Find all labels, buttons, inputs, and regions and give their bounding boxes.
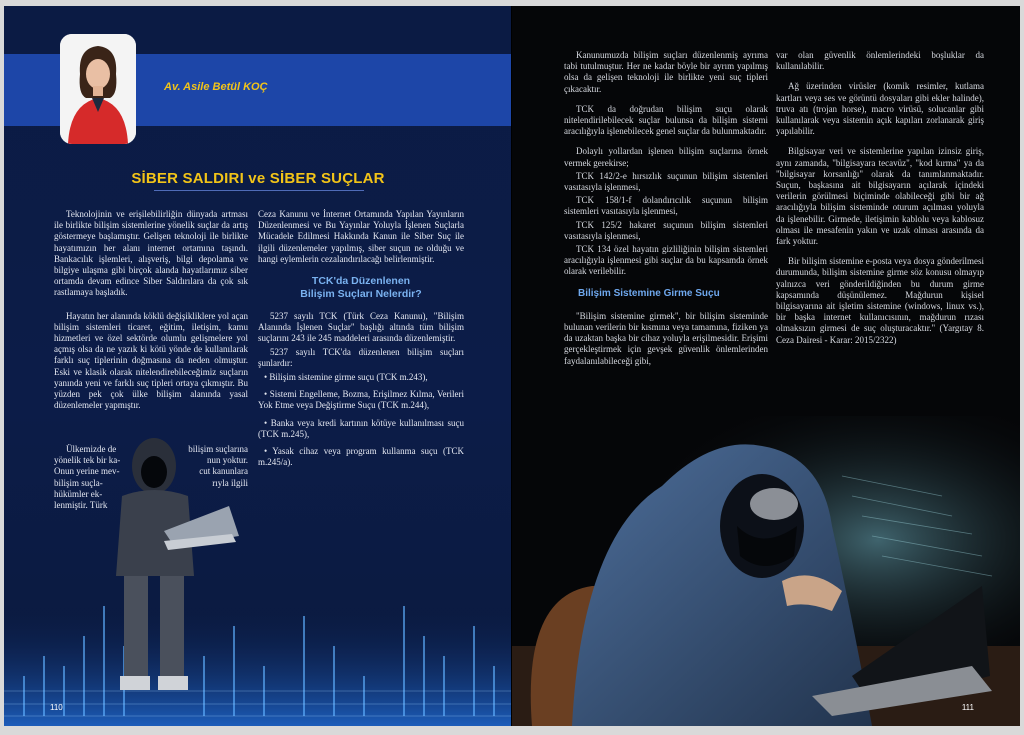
title-underline — [154, 190, 364, 191]
list-item: • Sistemi Engelleme, Bozma, Erişilmez Kılma, Verileri Yok Etme veya Değiştirme Suçu (TCK m.244), — [258, 389, 464, 411]
digital-floor-illustration — [4, 566, 512, 726]
paragraph: Dolaylı yollardan işlenen bilişim suçlarına örnek vermek gerekirse; — [564, 146, 768, 168]
paragraph: TCK 125/2 hakaret suçunun bilişim sistemleri vasıtasıyla işlenmesi, — [564, 219, 768, 241]
wrap-line: hükümler ek- — [54, 488, 103, 499]
paragraph: Ceza Kanunu ve İnternet Ortamında Yapılan Yayınların Düzenlenmesi ve Bu Yayınlar Yoluyla İşlenen Suçlarla Mücadele Edilmesi Hakkında Kanun ile Siber Suç ile ilgili düzenlemeler yapılmış, siber suçun ne olduğu ve hangi eylemlerin cezalandırılacağı belirlenmiştir. — [258, 209, 464, 264]
crime-list — [258, 372, 464, 468]
wrap-line: yönelik tek bir ka- — [54, 455, 121, 466]
paragraph: 5237 sayılı TCK'da düzenlenen bilişim suçları şunlardır: — [258, 346, 464, 368]
paragraph: TCK da doğrudan bilişim suçu olarak nitelendirilebilecek suçlar bulunsa da bilişim sistemi aracılığıyla işlenebilecek genel suçlar da bulunmaktadır. — [564, 103, 768, 137]
wrap-text-left — [54, 444, 124, 511]
author-portrait-icon — [60, 34, 136, 144]
wrap-line: Ülkemizde de — [66, 444, 117, 454]
left-column-1 — [54, 209, 248, 421]
wrap-line: rıyla ilgili — [212, 477, 248, 488]
paragraph: TCK 142/2-e hırsızlık suçunun bilişim sistemleri vasıtasıyla işlenmesi, — [564, 170, 768, 193]
wrap-line: lenmiştir. Türk — [54, 500, 108, 511]
paragraph: Bir bilişim sistemine e-posta veya dosya gönderilmesi durumunda, bilişim sistemine girme söz konusu olmayıp yalnızca veri gönderildiğinden bu durum girme kapsamında düşünülemez. Mağdurun kişisel bilgisayarına ait işletim sistemine (windows, linux vs.), bir başka internet kullanıcısının, mağdurun rızası olmaksızın girmesi de suç oluşturacaktır." (Yargıtay 8. Ceza Dairesi - Karar: 2015/2322) — [776, 256, 984, 345]
list-item: • Banka veya kredi kartının kötüye kullanılması suçu (TCK m.245), — [258, 417, 464, 439]
right-page — [512, 6, 1020, 726]
paragraph: 5237 sayılı TCK (Türk Ceza Kanunu), "Bilişim Alanında İşlenen Suçlar" başlığı altında tüm bilişim suçlarını 243 ile 245 maddeleri arasında düzenlemiştir. — [258, 311, 464, 344]
paragraph: "Bilişim sistemine girmek", bir bilişim sisteminde bulunan verilerin bir kısmına veya tamamına, fiziken ya da uzaktan başka bir cihaz yoluyla erişilmesidir. Erişimi gerçekleştirmek için gevşek güvenlik önlemlerinden faydalanılabileceği gibi, — [564, 310, 768, 366]
paragraph: TCK 158/1-f dolandırıcılık suçunun bilişim sistemleri vasıtasıyla işlenmesi, — [564, 195, 768, 217]
right-column-2 — [776, 50, 984, 355]
author-photo — [60, 34, 136, 144]
paragraph: Hayatın her alanında köklü değişikliklere yol açan bilişim sistemleri ticaret, eğitim, iletişim, kamu hizmetleri ve özel sektörde olumlu gelişmelere yol açmış olsa da ne yazık ki kötü yönde de kullanılarak farklı suç tiplerinin doğmasına da neden olmuştur. Eski ve klasik olarak nitelendirebileceğimiz suçların yanında yeni ve farklı suç tipleri ortaya çıkmıştır. Bu yüzden pek çok ülke bilişim alanında yasal düzenlemeler yapmıştır. — [54, 310, 248, 411]
page-number: 111 — [961, 703, 974, 712]
left-column-2 — [258, 209, 464, 474]
author-name: Av. Asile Betül KOÇ — [164, 81, 268, 93]
paragraph: Ağ üzerinden virüsler (komik resimler, kutlama kartları veya ses ve görüntü dosyaları gibi ekler halinde), truva atı (trojan horse), macro virüsü, solucanlar gibi kullanılarak veya sistemin açık kapıları zorlanarak giriş yapılabilir. — [776, 81, 984, 137]
paragraph: TCK 134 özel hayatın gizliliğinin bilişim sistemleri aracılığıyla işlenmesi gibi suçlar da bu kapsamda örnek olarak verilebilir. — [564, 244, 768, 277]
wrap-line: bilişim suçlarına — [188, 444, 248, 454]
paragraph: Bilgisayar veri ve sistemlerine yapılan izinsiz giriş, aynı zamanda, "bilgisayara tecavüz", "kod kırma" ya da "bilgisayar korsanlığı" olarak da tanımlanmaktadır. Suçun, başkasına ait bilgisayarın açılarak içindeki verilerin görülmesi biçiminde olabileceği gibi bir ağ aracılığıyla bilişim sisteminde oturum açılması yoluyla da işlenebilir. Girmede, iletişimin kablolu veya kablosuz olması ile mesafenin yakın ve uzak olması arasında da fark yoktur. — [776, 146, 984, 247]
right-column-1 — [564, 50, 768, 376]
left-page — [4, 6, 512, 726]
wrap-line: bilişim suçla- — [54, 477, 103, 488]
subheading-line: TCK'da Düzenlenen — [311, 275, 411, 288]
wrap-line: cut kanunlara — [199, 466, 248, 477]
list-item: • Yasak cihaz veya program kullanma suçu (TCK m.245/a). — [258, 446, 464, 468]
page-number: 110 — [50, 703, 63, 712]
wrap-line: Onun yerine mev- — [54, 466, 120, 477]
intro-paragraph: Teknolojinin ve erişilebilirliğin dünyada artması ile birlikte bilişim sistemlerine yönelik suçlar da artış göstermeye başlamıştır. Gelişen teknoloji ile birlikte hayatımızın her alanı internet ortamına taşındı. Bankacılık işlemleri, alışveriş, bilgi depolama ve bilgiye ulaşma gibi birçok alanda hayatlarımız siber ortamda devam edince Siber Saldırılara da çok sık rastlamaya başladık. — [54, 209, 248, 298]
subheading-line: Bilişim Suçları Nelerdir? — [300, 288, 422, 301]
subheading — [258, 275, 464, 301]
list-item: • Bilişim sistemine girme suçu (TCK m.243), — [264, 372, 428, 383]
paragraph: var olan güvenlik önlemlerindeki boşluklar da kullanılabilir. — [776, 50, 984, 72]
wrap-line: nun yoktur. — [206, 455, 248, 466]
subheading: Bilişim Sistemine Girme Suçu — [578, 287, 720, 299]
wrap-text-right — [176, 444, 248, 489]
article-title: SİBER SALDIRI ve SİBER SUÇLAR — [131, 170, 385, 187]
paragraph: Kanunumuzda bilişim suçları düzenlenmiş ayrıma tabi tutulmuştur. Her ne kadar böyle bir ayrım yapılmış olsa da gelişen teknoloji ile birlikte yeni suç tipleri çıkacaktır. — [564, 50, 768, 94]
hacker-with-laptop-illustration — [512, 416, 1020, 726]
